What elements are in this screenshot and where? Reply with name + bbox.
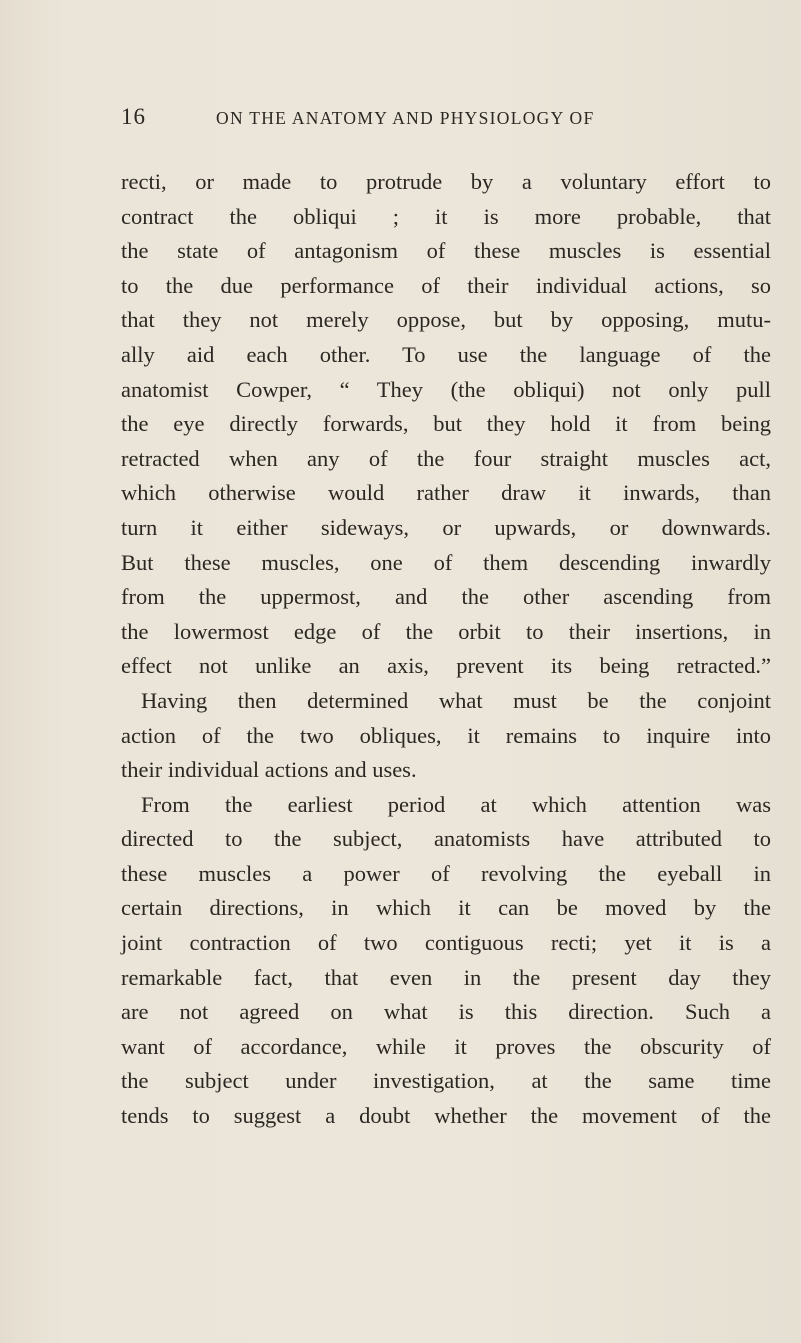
- text-line: which otherwise would rather draw it inwards, than: [121, 480, 771, 506]
- text-line: joint contraction of two contiguous recti; yet it is a: [121, 930, 771, 956]
- text-line: the state of antagonism of these muscles is essential: [121, 238, 771, 264]
- text-line: are not agreed on what is this direction. Such a: [121, 999, 771, 1025]
- text-line: that they not merely oppose, but by opposing, mutu-: [121, 307, 771, 333]
- text-line: action of the two obliques, it remains to inquire into: [121, 722, 771, 748]
- text-line: contract the obliqui ; it is more probable, that: [121, 203, 771, 229]
- running-head: [0, 100, 801, 140]
- page-number: 16: [121, 104, 146, 129]
- text-line: these muscles a power of revolving the eyeball in: [121, 860, 771, 886]
- text-line: from the uppermost, and the other ascending from: [121, 584, 771, 610]
- text-line: effect not unlike an axis, prevent its being retracted.”: [121, 653, 771, 679]
- body-text: [121, 165, 771, 1134]
- text-line: certain directions, in which it can be moved by the: [121, 895, 771, 921]
- text-line: tends to suggest a doubt whether the movement of the: [121, 1103, 771, 1129]
- text-line: turn it either sideways, or upwards, or downwards.: [121, 514, 771, 540]
- text-line: remarkable fact, that even in the present day they: [121, 964, 771, 990]
- text-line: to the due performance of their individual actions, so: [121, 272, 771, 298]
- text-line: want of accordance, while it proves the obscurity of: [121, 1033, 771, 1059]
- text-line: retracted when any of the four straight muscles act,: [121, 445, 771, 471]
- text-line: directed to the subject, anatomists have attributed to: [121, 826, 771, 852]
- text-line: anatomist Cowper, “ They (the obliqui) not only pull: [121, 376, 771, 402]
- running-title: ON THE ANATOMY AND PHYSIOLOGY OF: [216, 108, 595, 128]
- text-line: the eye directly forwards, but they hold it from being: [121, 411, 771, 437]
- text-line: the lowermost edge of the orbit to their insertions, in: [121, 618, 771, 644]
- text-line: the subject under investigation, at the same time: [121, 1068, 771, 1094]
- text-line: ally aid each other. To use the language of the: [121, 341, 771, 367]
- paragraph-end-line: their individual actions and uses.: [121, 757, 417, 783]
- text-line: recti, or made to protrude by a voluntary effort to: [121, 169, 771, 194]
- paragraph-start-line: From the earliest period at which attention was: [141, 791, 771, 817]
- paragraph-start-line: Having then determined what must be the conjoint: [141, 687, 771, 713]
- text-line: But these muscles, one of them descending inwardly: [121, 549, 771, 575]
